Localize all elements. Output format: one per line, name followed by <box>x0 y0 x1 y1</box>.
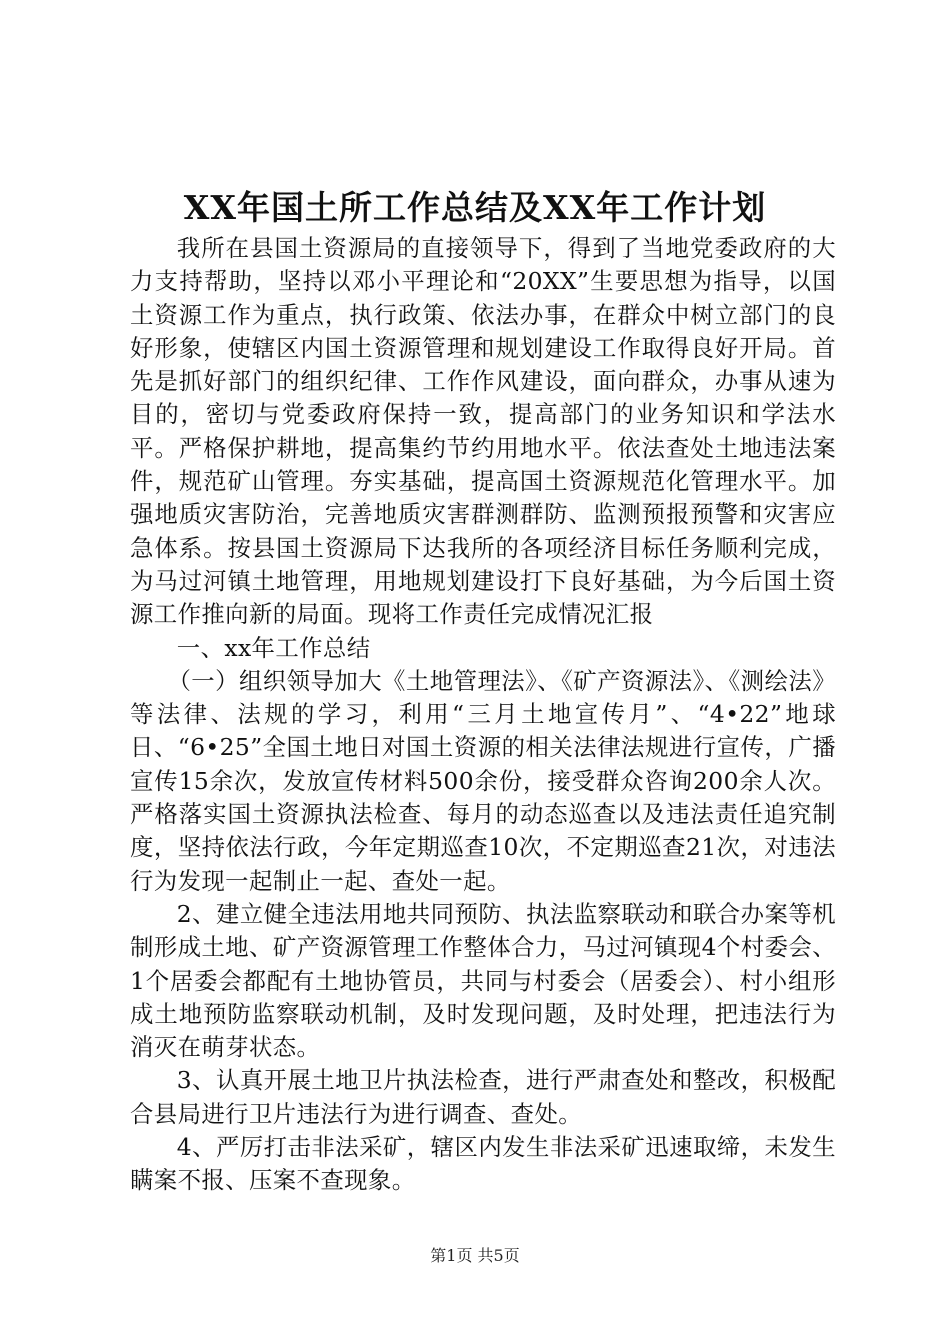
paragraph-item-1: （一）组织领导加大《土地管理法》、《矿产资源法》、《测绘法》等法律、法规的学习，利用“三月土地宣传月”、“4•22”地球日、“6•25”全国土地日对国土资源的相关法律法规进行宣传，广播宣传15余次，发放宣传材料500余份，接受群众咨询200余人次。严格落实国土资源执法检查、每月的动态巡查以及违法责任追究制度，坚持依法行政，今年定期巡查10次，不定期巡查21次，对违法行为发现一起制止一起、查处一起。 <box>130 666 836 895</box>
document-body <box>130 232 836 1198</box>
page-number: 第1页 共5页 <box>430 1246 520 1265</box>
paragraph-item-2: 2、建立健全违法用地共同预防、执法监察联动和联合办案等机制形成土地、矿产资源管理工作整体合力，马过河镇现4个村委会、1个居委会都配有土地协管员，共同与村委会（居委会）、村小组形成土地预防监察联动机制，及时发现问题，及时处理，把违法行为消灭在萌芽状态。 <box>130 899 836 1062</box>
document-title: XX年国土所工作总结及XX年工作计划 <box>183 188 767 227</box>
intro-paragraph: 我所在县国土资源局的直接领导下，得到了当地党委政府的大力支持帮助，坚持以邓小平理论和“20XX”生要思想为指导，以国土资源工作为重点，执行政策、依法办事，在群众中树立部门的良好形象，使辖区内国土资源管理和规划建设工作取得良好开局。首先是抓好部门的组织纪律、工作作风建设，面向群众，办事从速为目的，密切与党委政府保持一致，提高部门的业务知识和学法水平。严格保护耕地，提高集约节约用地水平。依法查处土地违法案件，规范矿山管理。夯实基础，提高国土资源规范化管理水平。加强地质灾害防治，完善地质灾害群测群防、监测预报预警和灾害应急体系。按县国土资源局下达我所的各项经济目标任务顺利完成，为马过河镇土地管理，用地规划建设打下良好基础，为今后国土资源工作推向新的局面。现将工作责任完成情况汇报 <box>130 234 836 629</box>
paragraph-item-4: 4、严厉打击非法采矿，辖区内发生非法采矿迅速取缔，未发生瞒案不报、压案不查现象。 <box>130 1133 836 1195</box>
paragraph-item-3: 3、认真开展土地卫片执法检查，进行严肃查处和整改，积极配合县局进行卫片违法行为进行调查、查处。 <box>130 1066 836 1128</box>
section-heading: 一、xx年工作总结 <box>176 633 371 662</box>
